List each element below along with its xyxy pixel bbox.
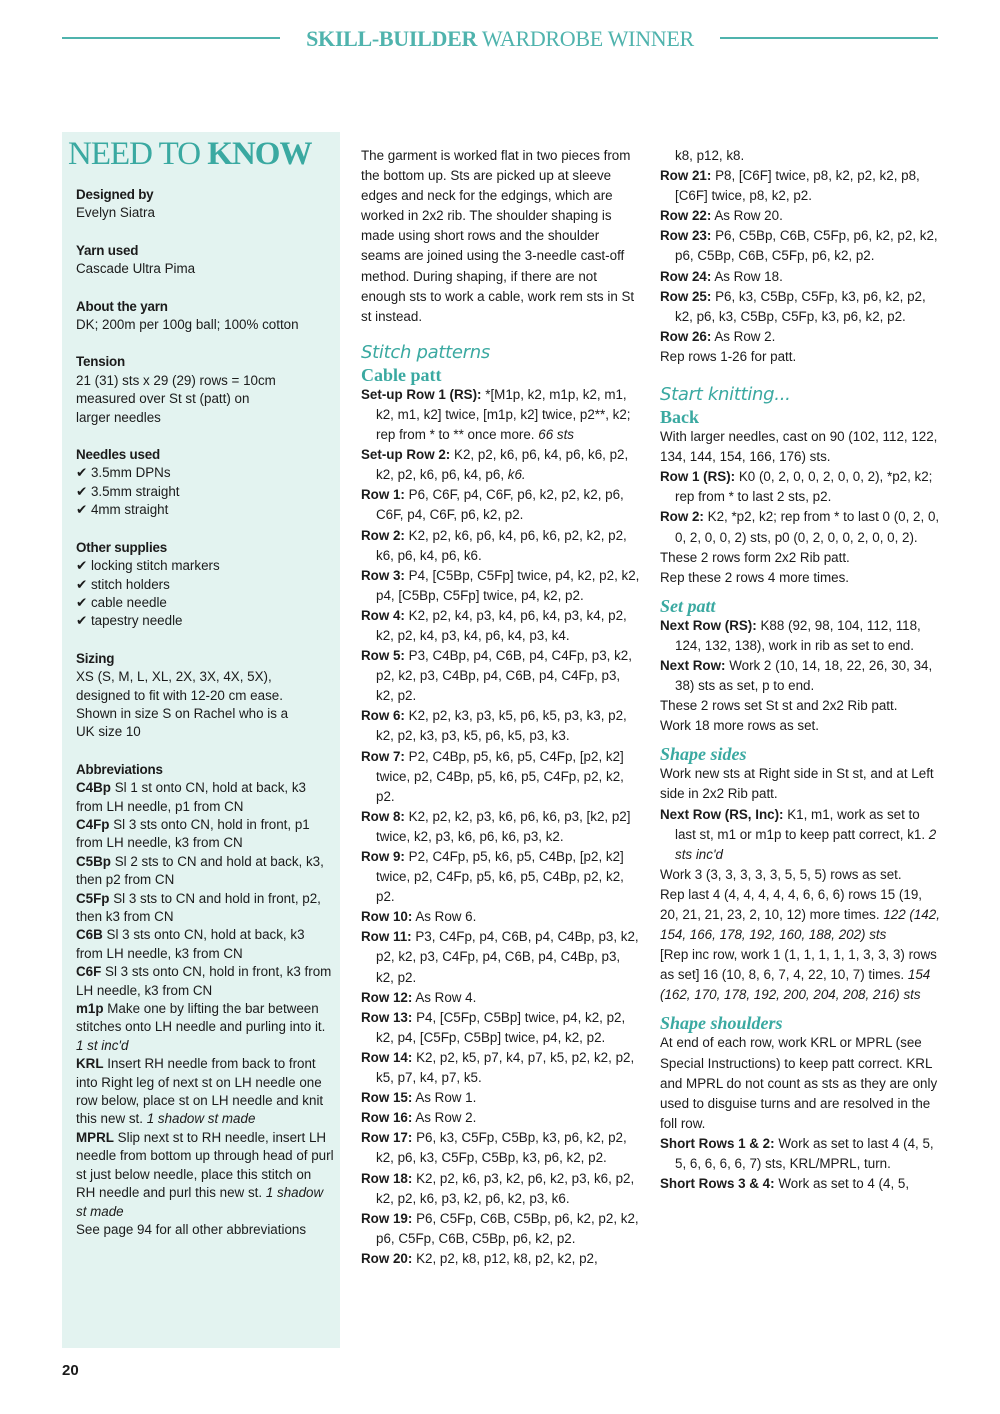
abbreviation-entry bbox=[76, 1000, 334, 1055]
info-line: 21 (31) sts x 29 (29) rows = 10cm bbox=[76, 372, 276, 388]
abbreviation-text: Sl 1 st onto CN, hold at back, k3 from LH needle, p1 from CN bbox=[76, 780, 306, 814]
row-text: K2, p2, k5, p7, k4, p7, k5, p2, k2, p2, k5, p7, k4, p7, k5. bbox=[376, 1049, 635, 1086]
row-label: Short Rows 3 & 4: bbox=[660, 1176, 775, 1192]
body-text bbox=[660, 548, 942, 568]
info-line: ✔ locking stitch markers bbox=[76, 558, 220, 574]
row-text: P6, C5Fp, C6B, C5Bp, p6, k2, p2, k2, p6, C5Fp, C6B, C5Bp, p6, k2, p2. bbox=[376, 1210, 639, 1246]
need-to-know-box bbox=[62, 132, 340, 1348]
row-label: Row 9: bbox=[361, 849, 405, 864]
pattern-row bbox=[361, 606, 641, 646]
pattern-row bbox=[361, 1108, 641, 1128]
abbreviation-entry bbox=[76, 1129, 334, 1221]
pattern-row bbox=[660, 805, 942, 865]
row-text: P2, C4Bp, p5, k6, p5, C4Fp, [p2, k2] twice, p2, C4Bp, p5, k6, p5, C4Fp, p2, k2, p2. bbox=[376, 748, 624, 804]
row-label: Row 21: bbox=[660, 168, 712, 184]
row-text: K88 (92, 98, 104, 112, 118, 124, 132, 138), work in rib as set to end. bbox=[675, 617, 921, 653]
row-label: Row 11: bbox=[361, 929, 412, 945]
body-text bbox=[660, 865, 942, 885]
info-line: ✔ tapestry needle bbox=[76, 613, 183, 629]
row-label: Row 1: bbox=[361, 487, 405, 503]
row-label: Row 12: bbox=[361, 989, 413, 1005]
page-number: 20 bbox=[62, 1362, 79, 1379]
row-text: K2, p2, k2, p3, k6, p6, k6, p3, [k2, p2] twice, k2, p3, k6, p6, k6, p3, k2. bbox=[376, 808, 631, 844]
info-heading: Needles used bbox=[76, 447, 160, 463]
abbreviation-text: Sl 3 sts onto CN, hold in front, k3 from LH needle, k3 from CN bbox=[76, 964, 332, 998]
row-text: Work as set to last 4 (4, 5, 5, 6, 6, 6, 6, 7) sts, KRL/MPRL, turn. bbox=[675, 1135, 934, 1172]
pattern-row bbox=[361, 927, 641, 987]
row-label: Row 13: bbox=[361, 1009, 413, 1025]
row-text: K0 (0, 2, 0, 0, 2, 0, 0, 2), *p2, k2; rep from * to last 2 sts, p2. bbox=[675, 469, 933, 505]
info-line: ✔ 3.5mm straight bbox=[76, 483, 180, 499]
abbreviation-note: 1 shadow st made bbox=[76, 1185, 324, 1219]
pattern-row bbox=[361, 847, 641, 907]
section-title-start-knitting: Start knitting... bbox=[660, 384, 791, 406]
row-label: Row 2: bbox=[361, 527, 405, 543]
text-run: These 2 rows set St st and 2x2 Rib patt. bbox=[660, 698, 898, 714]
stitch-count: 122 (142, 154, 166, 178, 192, 160, 188, 202) sts bbox=[660, 907, 940, 943]
info-line: ✔ 3.5mm DPNs bbox=[76, 465, 171, 481]
header-title-rest: WARDROBE WINNER bbox=[481, 26, 694, 51]
text-run: Work 3 (3, 3, 3, 3, 3, 5, 5, 5) rows as set. bbox=[660, 866, 902, 882]
row-text: As Row 1. bbox=[415, 1090, 477, 1106]
row-text: P4, [C5Fp, C5Bp] twice, p4, k2, p2, k2, p4, [C5Fp, C5Bp] twice, p4, k2, p2. bbox=[376, 1009, 626, 1045]
info-section bbox=[76, 650, 334, 742]
info-heading: Yarn used bbox=[76, 242, 139, 258]
pattern-row bbox=[361, 646, 641, 706]
info-section bbox=[76, 298, 334, 335]
row-text: With larger needles, cast on 90 (102, 112, 122, 134, 144, 154, 166, 176) sts. bbox=[660, 429, 938, 465]
row-text: P4, [C5Bp, C5Fp] twice, p4, k2, p2, k2, p4, [C5Bp, C5Fp] twice, p4, k2, p2. bbox=[376, 567, 640, 603]
abbreviation-text: Sl 3 sts to CN and hold in front, p2, then k3 from CN bbox=[76, 890, 321, 924]
pattern-row bbox=[660, 1134, 942, 1174]
stitch-count: 154 (162, 170, 178, 192, 200, 204, 208, 216) sts bbox=[660, 967, 931, 1003]
abbreviation-entry bbox=[76, 779, 334, 816]
pattern-row bbox=[361, 445, 641, 485]
abbreviation-entry bbox=[76, 1055, 334, 1129]
pattern-row bbox=[361, 747, 641, 807]
abbreviation-key: C6F bbox=[76, 964, 102, 980]
pattern-row bbox=[361, 485, 641, 525]
row-text: P3, C4Fp, p4, C6B, p4, C4Bp, p3, k2, p2, k2, p3, C4Fp, p4, C6B, p4, C4Bp, p3, k2, p2. bbox=[376, 929, 639, 985]
pattern-row bbox=[660, 1174, 942, 1194]
row-label: Row 17: bbox=[361, 1130, 413, 1146]
row-label: Row 7: bbox=[361, 748, 405, 764]
shape-shoulders-text: At end of each row, work KRL or MPRL (see Special Instructions) to keep patt correct. KRL and MPRL do not count as sts as they are only used to disguise turns and are resolved in the foll row. bbox=[660, 1035, 938, 1131]
pattern-row bbox=[660, 656, 942, 696]
row-text: As Row 4. bbox=[415, 989, 477, 1005]
abbreviation-key: C5Fp bbox=[76, 890, 110, 906]
shape-sides-intro: Work new sts at Right side in St st, and at Left side in 2x2 Rib patt. bbox=[660, 766, 934, 802]
row-label: Row 4: bbox=[361, 607, 405, 623]
body-text bbox=[660, 885, 942, 945]
info-line: designed to fit with 12-20 cm ease. bbox=[76, 687, 283, 703]
column-middle bbox=[361, 146, 641, 1269]
row-label: Row 3: bbox=[361, 567, 405, 583]
title-light: NEED TO bbox=[68, 136, 201, 172]
abbreviation-text: Insert RH needle from back to front into Right leg of next st on LH needle one row below, place st on LH needle and knit this new st. bbox=[76, 1056, 324, 1127]
pattern-row bbox=[660, 287, 942, 327]
pattern-row bbox=[361, 1169, 641, 1209]
need-to-know-content bbox=[76, 186, 334, 1258]
header-title bbox=[62, 26, 938, 52]
subtitle-cable-patt: Cable patt bbox=[361, 364, 442, 385]
row-text: P6, k3, C5Bp, C5Fp, k3, p6, k2, p2, k2, p6, k3, C5Bp, C5Fp, k3, p6, k2, p2. bbox=[675, 288, 926, 324]
row-text: P3, C4Bp, p4, C6B, p4, C4Fp, p3, k2, p2, k2, p3, C4Bp, p4, C6B, p4, C4Fp, p3, k2, p2. bbox=[376, 648, 632, 704]
info-heading: Designed by bbox=[76, 187, 154, 202]
row-label: Row 20: bbox=[361, 1250, 413, 1266]
abbreviations-heading: Abbreviations bbox=[76, 761, 163, 777]
see-page-note: See page 94 for all other abbreviations bbox=[76, 1221, 307, 1237]
abbreviation-key: C4Bp bbox=[76, 780, 111, 796]
abbreviation-key: C6B bbox=[76, 927, 103, 943]
abbreviation-entry bbox=[76, 816, 334, 853]
info-line: Cascade Ultra Pima bbox=[76, 261, 196, 277]
pattern-row bbox=[361, 988, 641, 1008]
row-label: Row 15: bbox=[361, 1090, 413, 1106]
pattern-row bbox=[361, 1008, 641, 1048]
text-run: These 2 rows form 2x2 Rib patt. bbox=[660, 549, 850, 565]
row-label: Set-up Row 1 (RS): bbox=[361, 386, 482, 402]
row-text: K1, m1, work as set to last st, m1 or m1p to keep patt correct, k1. bbox=[675, 806, 926, 842]
header-rule-right bbox=[720, 37, 938, 39]
pattern-row bbox=[660, 427, 942, 467]
body-text bbox=[660, 945, 942, 1005]
row-label: Next Row (RS, Inc): bbox=[660, 806, 784, 822]
row-text: K2, p2, k8, p12, k8, p2, k2, p2, bbox=[416, 1250, 598, 1266]
info-line: Evelyn Siatra bbox=[76, 205, 155, 221]
pattern-row bbox=[361, 526, 641, 566]
info-line: measured over St st (patt) on bbox=[76, 391, 250, 407]
subtitle-back: Back bbox=[660, 407, 700, 428]
row-text: P6, C6F, p4, C6F, p6, k2, p2, k2, p6, C6F, p4, C6F, p6, k2, p2. bbox=[376, 487, 624, 523]
row-label: Row 8: bbox=[361, 808, 405, 824]
row-label: Row 25: bbox=[660, 288, 712, 304]
text-run: Work 18 more rows as set. bbox=[660, 718, 820, 734]
text-run: [Rep inc row, work 1 (1, 1, 1, 1, 1, 3, 3, 3) rows as set] 16 (10, 8, 6, 7, 4, 22, 10, 7) times. bbox=[660, 947, 937, 983]
pattern-row bbox=[361, 1128, 641, 1168]
info-line: ✔ stitch holders bbox=[76, 576, 170, 592]
abbreviation-text: Sl 2 sts to CN and hold at back, k3, then p2 from CN bbox=[76, 853, 324, 888]
row-label: Row 24: bbox=[660, 268, 712, 284]
pattern-row bbox=[660, 166, 942, 206]
row-label: Row 23: bbox=[660, 228, 712, 244]
info-heading: Other supplies bbox=[76, 539, 167, 555]
column-right bbox=[660, 146, 942, 1194]
abbreviations-section bbox=[76, 761, 334, 1240]
abbreviation-key: MPRL bbox=[76, 1129, 114, 1145]
pattern-row bbox=[660, 467, 942, 507]
row-text: Work as set to 4 (4, 5, bbox=[778, 1176, 910, 1192]
row-label: Row 16: bbox=[361, 1110, 413, 1126]
abbreviation-key: m1p bbox=[76, 1001, 104, 1017]
pattern-row bbox=[361, 1048, 641, 1088]
pattern-row bbox=[660, 206, 942, 226]
row-label: Row 10: bbox=[361, 909, 413, 925]
row-label: Row 18: bbox=[361, 1170, 413, 1186]
abbreviation-key: KRL bbox=[76, 1056, 104, 1072]
need-to-know-title bbox=[68, 136, 311, 173]
row-text: K2, p2, k3, p3, k5, p6, k5, p3, k3, p2, k2, p2, k3, p3, k5, p6, k5, p3, k3. bbox=[376, 708, 627, 744]
text-run: Rep these 2 rows 4 more times. bbox=[660, 569, 850, 585]
row-stitch-count: 66 sts bbox=[538, 427, 574, 443]
abbreviation-text: Make one by lifting the bar between stitches onto LH needle and purling into it. bbox=[76, 1001, 326, 1035]
abbreviation-text: Sl 3 sts onto CN, hold at back, k3 from LH needle, k3 from CN bbox=[76, 927, 305, 961]
row-text: K2, p2, k6, p6, k4, p6, k6, p2, k2, p2, k6, p6, k4, p6, k6. bbox=[376, 527, 627, 563]
pattern-row bbox=[660, 507, 942, 547]
row-label: Row 1 (RS): bbox=[660, 469, 736, 485]
row-stitch-count: k6. bbox=[507, 467, 526, 483]
info-line: DK; 200m per 100g ball; 100% cotton bbox=[76, 317, 299, 333]
row-label: Next Row (RS): bbox=[660, 617, 757, 633]
intro-text: The garment is worked flat in two pieces from the bottom up. Sts are picked up at sleeve edges and neck for the edgings, which are worked in 2x2 rib. The shoulder shaping is made using short rows and the shoulder seams are joined using the 3-needle cast-off method. During shaping, if there are not enough sts to work a cable, work rem sts in St st instead. bbox=[361, 148, 635, 324]
info-line: Shown in size S on Rachel who is a bbox=[76, 705, 289, 721]
row-text: As Row 20. bbox=[714, 208, 783, 224]
row-label: Row 14: bbox=[361, 1049, 413, 1065]
row-label: Row 2: bbox=[660, 509, 704, 525]
pattern-row bbox=[361, 907, 641, 927]
row-text: P6, C5Bp, C6B, C5Fp, p6, k2, p2, k2, p6, C5Bp, C6B, C5Fp, p6, k2, p2. bbox=[675, 228, 938, 264]
pattern-row bbox=[361, 566, 641, 606]
subtitle-set-patt: Set patt bbox=[660, 595, 716, 616]
abbreviation-text: Slip next st to RH needle, insert LH needle from bottom up through head of purl st just below needle, place this stitch on RH needle and purl this new st. bbox=[76, 1129, 334, 1201]
row-text: As Row 6. bbox=[415, 909, 477, 925]
info-heading: Tension bbox=[76, 354, 125, 370]
pattern-row bbox=[660, 616, 942, 656]
pattern-row bbox=[660, 267, 942, 287]
header-title-bold: SKILL-BUILDER bbox=[306, 26, 478, 51]
info-section bbox=[76, 186, 334, 223]
page-header bbox=[62, 24, 938, 54]
abbreviation-entry bbox=[76, 963, 334, 1000]
row-text: K2, p2, k6, p6, k4, p6, k6, p2, k2, p2, k6, p6, k4, p6, bbox=[376, 447, 629, 483]
continued-text: k8, p12, k8. bbox=[675, 148, 745, 163]
body-text bbox=[660, 716, 942, 736]
row-text: P6, k3, C5Fp, C5Bp, k3, p6, k2, p2, k2, p6, k3, C5Fp, C5Bp, k3, p6, k2, p2. bbox=[376, 1130, 627, 1166]
row-text: As Row 2. bbox=[415, 1110, 477, 1126]
abbreviation-text: Sl 3 sts onto CN, hold in front, p1 from LH needle, k3 from CN bbox=[76, 816, 310, 851]
pattern-row bbox=[361, 1209, 641, 1249]
subtitle-shape-shoulders: Shape shoulders bbox=[660, 1013, 783, 1034]
info-line: XS (S, M, L, XL, 2X, 3X, 4X, 5X), bbox=[76, 669, 272, 685]
abbreviation-entry bbox=[76, 853, 334, 890]
row-text: As Row 18. bbox=[714, 268, 783, 284]
row-label: Row 26: bbox=[660, 328, 712, 344]
section-title-stitch-patterns: Stitch patterns bbox=[361, 341, 490, 363]
abbreviation-key: C4Fp bbox=[76, 816, 110, 832]
body-text bbox=[660, 568, 942, 588]
info-line: ✔ 4mm straight bbox=[76, 502, 169, 518]
pattern-row bbox=[361, 385, 641, 445]
title-bold: KNOW bbox=[207, 136, 312, 172]
row-text: *[M1p, k2, m1p, k2, m1, k2, m1, k2] twice, [m1p, k2] twice, p2**, k2; rep from * to ** once more. bbox=[376, 386, 631, 443]
pattern-row bbox=[660, 226, 942, 266]
abbreviation-key: C5Bp bbox=[76, 853, 111, 869]
abbreviation-entry bbox=[76, 926, 334, 963]
repeat-text: Rep rows 1-26 for patt. bbox=[660, 348, 797, 364]
body-text bbox=[660, 696, 942, 716]
info-section bbox=[76, 446, 334, 520]
row-label: Row 5: bbox=[361, 648, 405, 664]
pattern-row bbox=[361, 706, 641, 746]
info-section bbox=[76, 539, 334, 631]
info-heading: Sizing bbox=[76, 650, 115, 666]
subtitle-shape-sides: Shape sides bbox=[660, 744, 747, 765]
row-label: Row 6: bbox=[361, 708, 405, 724]
row-label: Row 22: bbox=[660, 208, 712, 224]
row-text: As Row 2. bbox=[714, 328, 776, 344]
row-label: Next Row: bbox=[660, 657, 726, 673]
abbreviation-entry bbox=[76, 890, 334, 927]
row-label: Row 19: bbox=[361, 1210, 413, 1226]
abbreviation-note: 1 shadow st made bbox=[146, 1111, 256, 1127]
info-line: ✔ cable needle bbox=[76, 594, 167, 610]
pattern-row bbox=[660, 327, 942, 347]
info-line: larger needles bbox=[76, 409, 161, 425]
row-label: Set-up Row 2: bbox=[361, 447, 451, 463]
row-text: K2, p2, k6, p3, k2, p6, k2, p3, k6, p2, k2, p2, k6, p3, k2, p6, k2, p3, k6. bbox=[376, 1170, 635, 1206]
info-line: UK size 10 bbox=[76, 724, 141, 740]
row-stitch-count: 2 sts inc'd bbox=[675, 826, 937, 862]
info-section bbox=[76, 242, 334, 279]
info-section bbox=[76, 353, 334, 427]
pattern-row bbox=[361, 807, 641, 847]
text-run: Rep last 4 (4, 4, 4, 4, 4, 6, 6, 6) rows 15 (19, 20, 21, 21, 23, 2, 10, 12) more times. bbox=[660, 886, 922, 922]
pattern-row bbox=[361, 1249, 641, 1269]
row-text: K2, p2, k4, p3, k4, p6, k4, p3, k4, p2, k2, p2, k4, p3, k4, p6, k4, p3, k4. bbox=[376, 607, 627, 643]
row-label: Short Rows 1 & 2: bbox=[660, 1135, 775, 1151]
row-text: K2, *p2, k2; rep from * to last 0 (0, 2, 0, 0, 2, 0, 0, 2) sts, p0 (0, 2, 0, 0, 2, 0, 0, 2). bbox=[675, 509, 940, 545]
row-text: P8, [C6F] twice, p8, k2, p2, k2, p8, [C6F] twice, p8, k2, p2. bbox=[675, 168, 920, 204]
row-text: P2, C4Fp, p5, k6, p5, C4Bp, [p2, k2] twice, p2, C4Fp, p5, k6, p5, C4Bp, p2, k2, p2. bbox=[376, 849, 624, 905]
info-heading: About the yarn bbox=[76, 298, 168, 314]
pattern-row bbox=[361, 1088, 641, 1108]
row-text: Work 2 (10, 14, 18, 22, 26, 30, 34, 38) sts as set, p to end. bbox=[675, 657, 933, 694]
abbreviation-note: 1 st inc'd bbox=[76, 1037, 129, 1053]
